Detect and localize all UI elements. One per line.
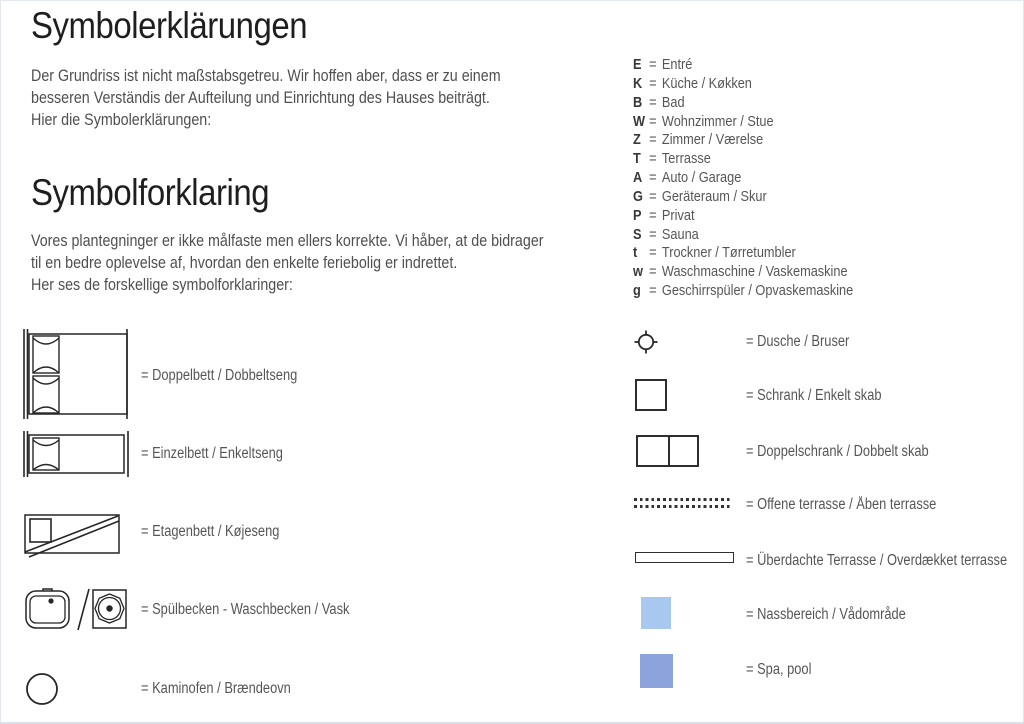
- abbr-text: Terrasse: [661, 150, 711, 168]
- abbr-row-geschirrspueler: [633, 282, 853, 301]
- bunk-bed-label: = Etagenbett / Køjeseng: [141, 523, 280, 540]
- abbr-letter: g: [633, 282, 641, 300]
- heading-danish: Symbolforklaring: [31, 172, 270, 213]
- abbr-letter: K: [633, 74, 643, 92]
- intro-german: [31, 65, 501, 131]
- abbr-text: Wohnzimmer / Stue: [661, 112, 774, 130]
- abbr-row-a: [633, 169, 853, 188]
- bunk-bed-icon: [21, 507, 125, 559]
- shower-icon: [633, 329, 659, 355]
- double-cabinet-icon: [636, 435, 699, 467]
- single-cabinet-icon: [635, 379, 667, 411]
- double-bed-label: = Doppelbett / Dobbeltseng: [141, 367, 298, 384]
- sink-symbols-icon: [21, 584, 133, 634]
- double-cabinet-label: = Doppelschrank / Dobbelt skab: [746, 443, 929, 460]
- abbr-row-s: [633, 226, 853, 245]
- wood-stove-label: = Kaminofen / Brændeovn: [141, 680, 291, 697]
- wet-area-label: = Nassbereich / Vådområde: [746, 606, 906, 623]
- abbr-text: Auto / Garage: [661, 169, 742, 187]
- abbr-row-waschmaschine: [633, 263, 853, 282]
- wood-stove-icon: [25, 672, 61, 708]
- shower-label: = Dusche / Bruser: [746, 333, 850, 350]
- covered-terrace-label: = Überdachte Terrasse / Overdækket terrasse: [746, 552, 1008, 569]
- abbr-letter: t: [633, 244, 638, 262]
- washbasin-icon: [93, 590, 126, 628]
- abbr-letter: T: [633, 150, 641, 168]
- abbr-letter: E: [633, 56, 642, 73]
- equals-sign: =: [649, 74, 657, 92]
- abbr-letter: S: [633, 225, 642, 243]
- open-terrace-label: = Offene terrasse / Åben terrasse: [746, 496, 937, 513]
- abbr-letter: W: [633, 112, 646, 130]
- cabinet-divider: [668, 437, 670, 465]
- abbr-text: Geschirrspüler / Opvaskemaskine: [661, 282, 854, 300]
- abbr-text: Trockner / Tørretumbler: [661, 244, 796, 262]
- equals-sign: =: [649, 244, 657, 262]
- intro-danish-line2: til en bedre oplevelse af, hvordan den enkelte feriebolig er indrettet.: [31, 253, 458, 272]
- abbr-row-z: [633, 131, 853, 150]
- abbr-text: Privat: [661, 206, 695, 224]
- wet-area-swatch: [641, 597, 671, 629]
- kitchen-sink-icon: [26, 589, 69, 628]
- dashed-line: [634, 498, 732, 501]
- double-bed-icon: [21, 329, 131, 419]
- abbr-text: Küche / Køkken: [661, 74, 752, 92]
- abbreviation-list: [633, 56, 892, 301]
- abbr-row-b: [633, 94, 853, 113]
- abbr-text: Zimmer / Værelse: [661, 131, 764, 149]
- dashed-line: [634, 505, 732, 508]
- intro-german-line3: Hier die Symbolerklärungen:: [31, 110, 212, 129]
- equals-sign: =: [649, 112, 657, 130]
- abbr-letter: w: [633, 263, 643, 281]
- equals-sign: =: [649, 93, 657, 111]
- abbr-row-p: [633, 207, 853, 226]
- equals-sign: =: [649, 206, 657, 224]
- abbr-text: Geräteraum / Skur: [661, 187, 767, 205]
- intro-german-line2: besseren Verständis der Aufteilung und Einrichtung des Hauses beiträgt.: [31, 88, 490, 107]
- open-terrace-icon: [634, 498, 732, 510]
- single-bed-icon: [21, 431, 133, 477]
- single-bed-label: = Einzelbett / Enkeltseng: [141, 445, 283, 462]
- equals-sign: =: [649, 169, 657, 187]
- equals-sign: =: [649, 56, 657, 73]
- abbr-text: Entré: [661, 56, 693, 73]
- abbr-row-w: [633, 113, 853, 132]
- intro-danish: [31, 230, 544, 296]
- intro-danish-line3: Her ses de forskellige symbolforklaringer:: [31, 275, 293, 294]
- abbr-row-trockner: [633, 244, 853, 263]
- spa-pool-swatch: [640, 654, 673, 688]
- sink-label: = Spülbecken - Waschbecken / Vask: [141, 601, 350, 618]
- abbr-row-k: [633, 75, 853, 94]
- abbr-text: Waschmaschine / Vaskemaskine: [661, 263, 848, 281]
- equals-sign: =: [649, 131, 657, 149]
- covered-terrace-icon: [635, 552, 734, 563]
- abbr-letter: A: [633, 169, 643, 187]
- intro-danish-line1: Vores plantegninger er ikke målfaste men ellers korrekte. Vi håber, at de bidrager: [31, 231, 544, 250]
- equals-sign: =: [649, 187, 657, 205]
- intro-german-line1: Der Grundriss ist nicht maßstabsgetreu. Wir hoffen aber, dass er zu einem: [31, 66, 501, 85]
- spa-pool-label: = Spa, pool: [746, 661, 812, 678]
- abbr-row-e: [633, 56, 853, 75]
- abbr-row-g: [633, 188, 853, 207]
- single-cabinet-label: = Schrank / Enkelt skab: [746, 387, 882, 404]
- equals-sign: =: [649, 282, 657, 300]
- equals-sign: =: [649, 263, 657, 281]
- abbr-text: Sauna: [661, 225, 699, 243]
- abbr-text: Bad: [661, 93, 685, 111]
- abbr-row-t: [633, 150, 853, 169]
- abbr-letter: B: [633, 93, 643, 111]
- abbr-letter: G: [633, 187, 643, 205]
- slash-icon: [78, 589, 89, 630]
- abbr-letter: P: [633, 206, 642, 224]
- abbr-letter: Z: [633, 131, 641, 149]
- heading-german: Symbolerklärungen: [31, 5, 308, 46]
- equals-sign: =: [649, 150, 657, 168]
- equals-sign: =: [649, 225, 657, 243]
